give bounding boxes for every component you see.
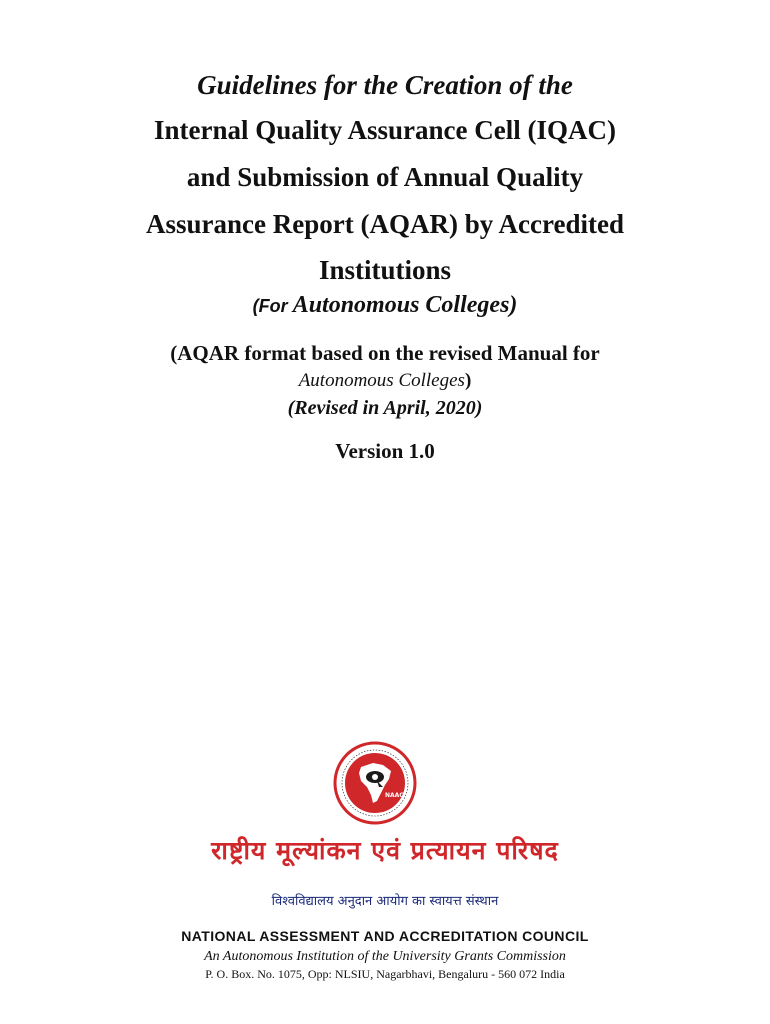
- hindi-subtitle: विश्वविद्यालय अनुदान आयोग का स्वायत्त संस्थान: [271, 894, 499, 909]
- seal-text: NAAC: [385, 792, 404, 799]
- revision-date: (Revised in April, 2020): [287, 397, 483, 419]
- subtitle-line-2: [0, 370, 770, 392]
- title-autonomous-colleges: Autonomous Colleges): [287, 292, 518, 318]
- org-subtitle: An Autonomous Institution of the University Grants Commission: [204, 949, 566, 964]
- version-label: Version 1.0: [335, 439, 435, 463]
- title-line-6: [0, 292, 770, 319]
- title-line-5: Institutions: [318, 255, 452, 285]
- org-name: NATIONAL ASSESSMENT AND ACCREDITATION COUNCIL: [181, 928, 589, 944]
- subtitle-autonomous: Autonomous Colleges: [298, 370, 465, 391]
- subtitle-close-paren: ): [464, 370, 472, 391]
- title-line-1: Guidelines for the Creation of the: [197, 70, 573, 100]
- title-line-3: and Submission of Annual Quality: [186, 162, 584, 192]
- title-line-2: Internal Quality Assurance Cell (IQAC): [154, 115, 616, 145]
- org-address: P. O. Box. No. 1075, Opp: NLSIU, Nagarbhavi, Bengaluru - 560 072 India: [205, 967, 565, 981]
- title-line-4: Assurance Report (AQAR) by Accredited: [146, 209, 624, 239]
- hindi-council-name: राष्ट्रीय मूल्यांकन एवं प्रत्यायन परिषद: [211, 836, 559, 865]
- title-for-prefix: (For: [252, 296, 288, 316]
- subtitle-line-1: (AQAR format based on the revised Manual for: [170, 341, 600, 365]
- naac-seal-icon: [333, 741, 417, 825]
